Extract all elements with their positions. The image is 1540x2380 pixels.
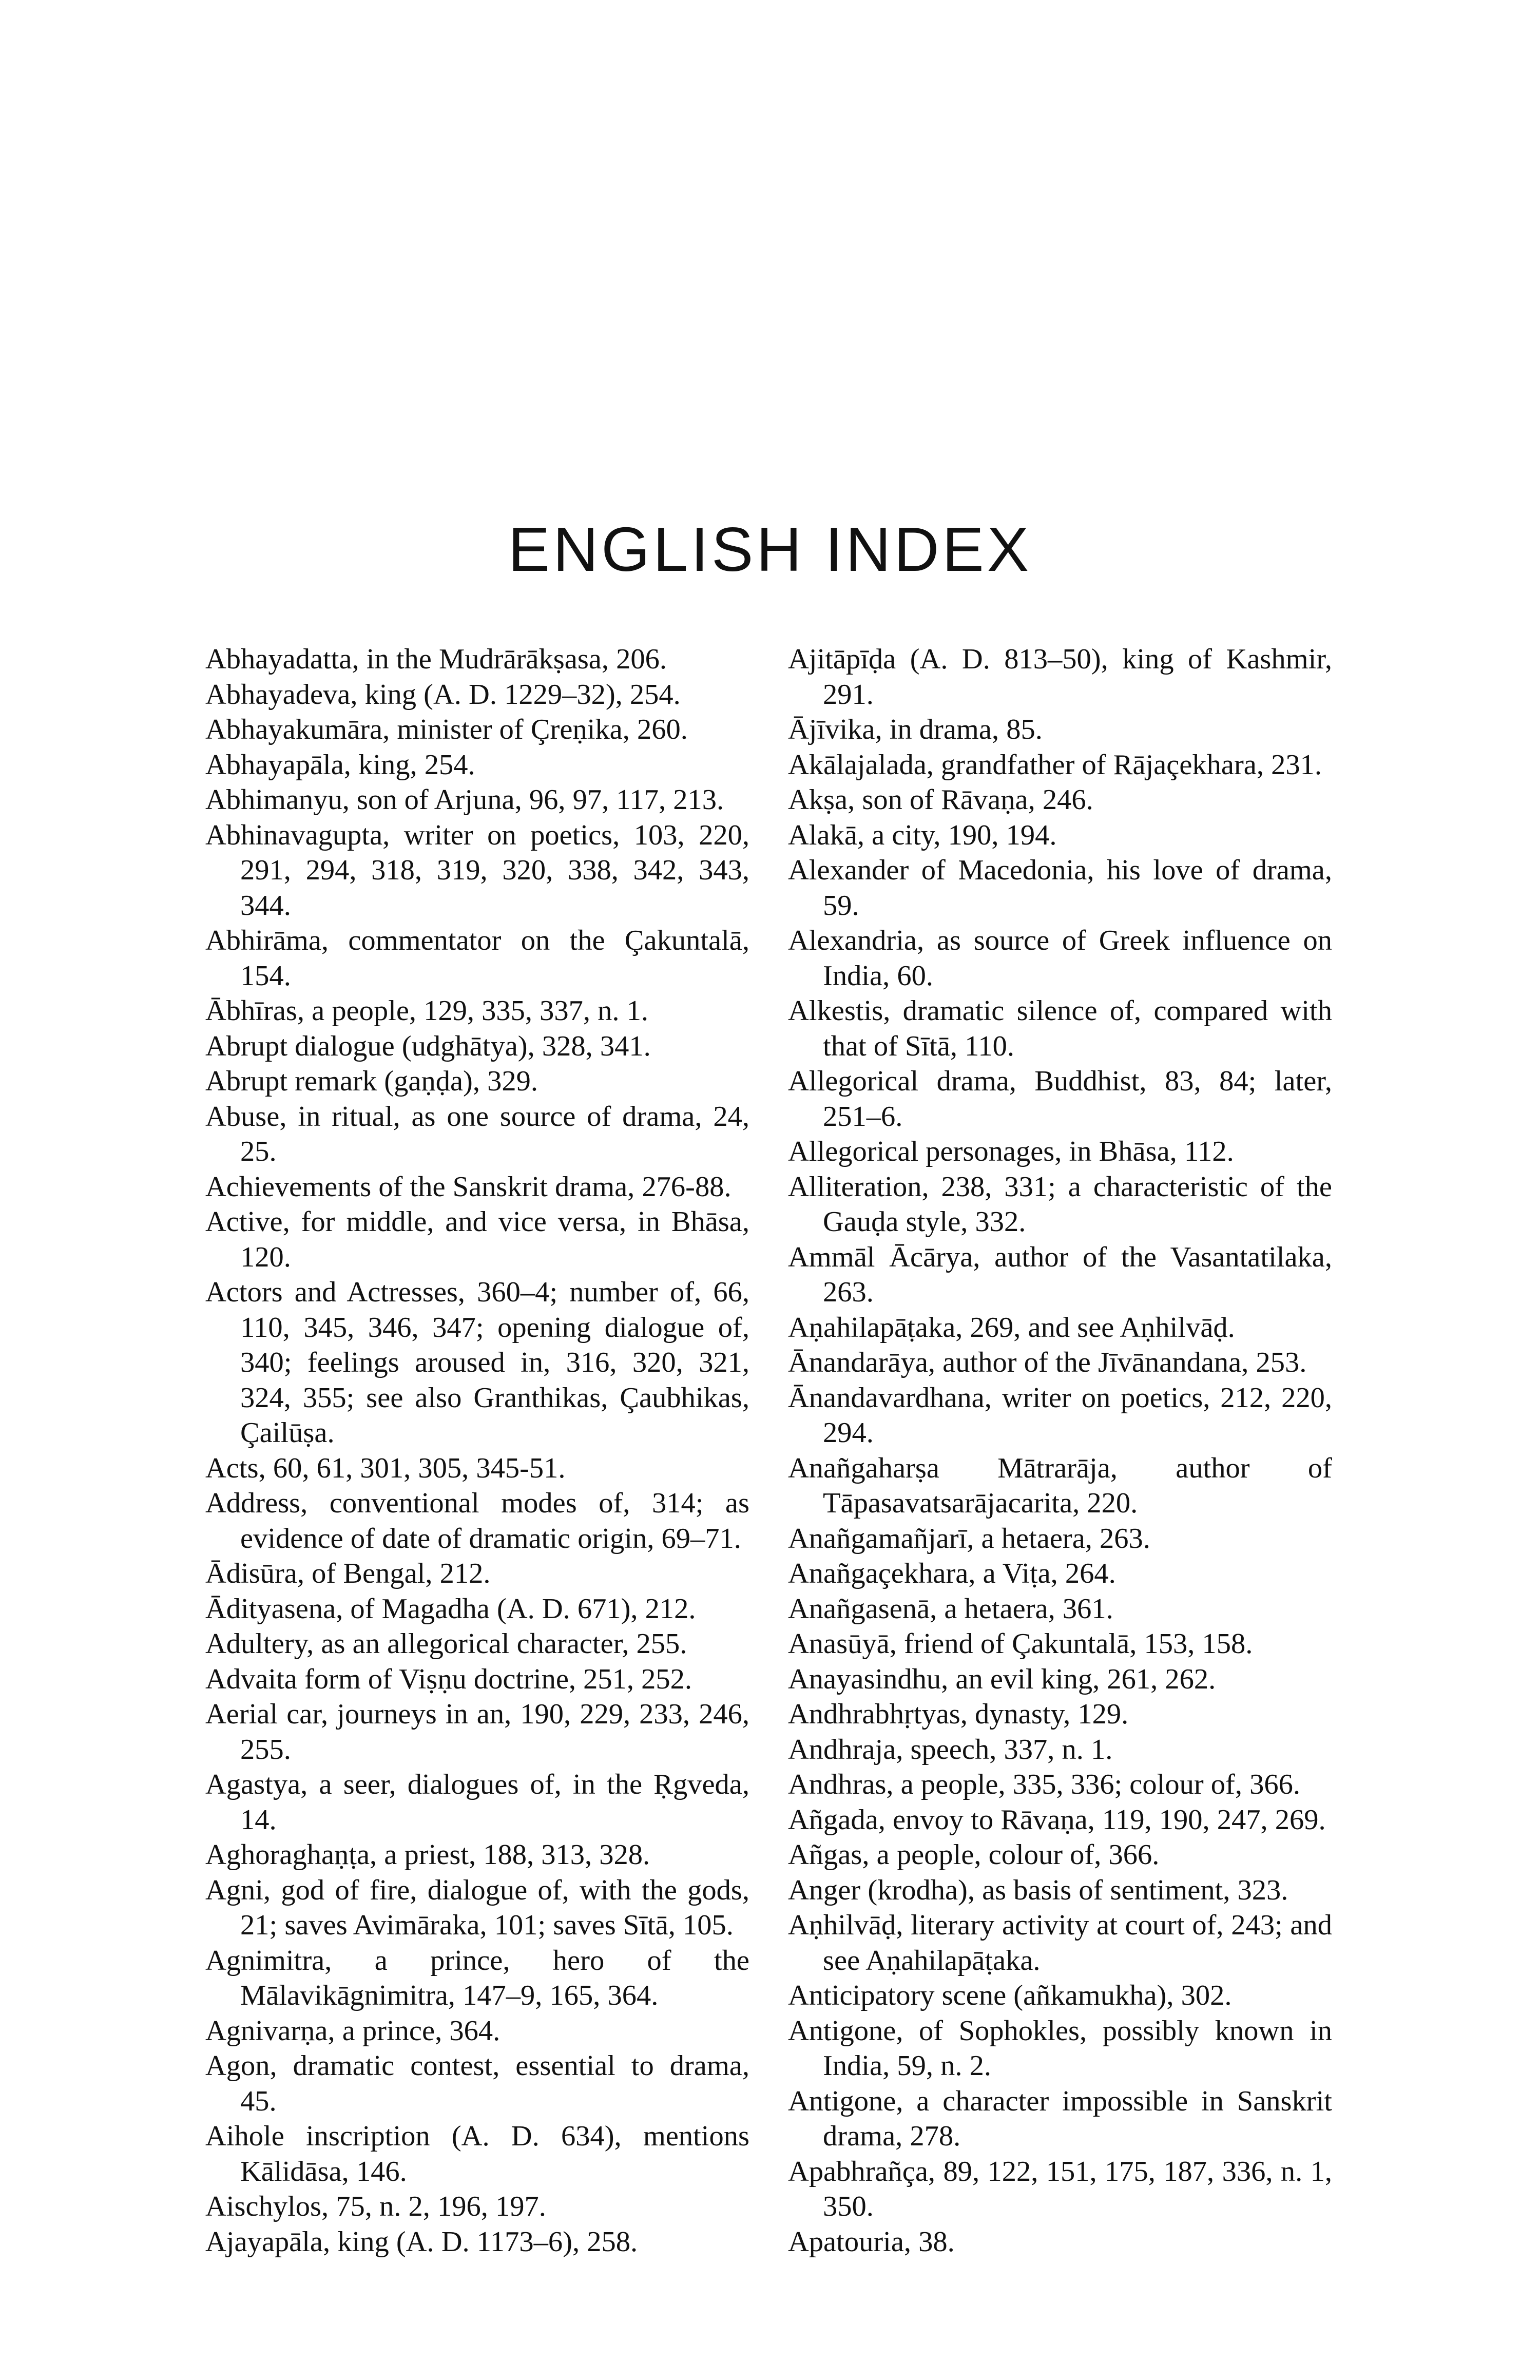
index-entry: Abhayadeva, king (A. D. 1229–32), 254. bbox=[205, 678, 681, 711]
index-entry: Ādisūra, of Bengal, 212. bbox=[205, 1558, 491, 1589]
page-title: ENGLISH INDEX bbox=[508, 514, 1032, 584]
index-entry: Añgas, a people, colour of, 366. bbox=[788, 1839, 1160, 1871]
index-entry: Anticipatory scene (añkamukha), 302. bbox=[788, 1980, 1232, 2011]
index-entry: Ānandarāya, author of the Jīvānandana, 253. bbox=[788, 1347, 1307, 1378]
index-entry: Apabhrañça, 89, 122, 151, 175, 187, 336, n. 1, 350. bbox=[788, 2155, 1332, 2222]
index-column-left bbox=[205, 642, 749, 2259]
index-entry: Abuse, in ritual, as one source of drama, 24, 25. bbox=[205, 1100, 749, 1167]
index-entry: Anañgaçekhara, a Viṭa, 264. bbox=[788, 1558, 1116, 1589]
index-entry: Antigone, of Sophokles, possibly known in India, 59, n. 2. bbox=[788, 2014, 1332, 2082]
index-entry: Abhayakumāra, minister of Çreṇika, 260. bbox=[205, 714, 688, 745]
index-entry: Ammāl Ācārya, author of the Vasantatilaka, 263. bbox=[788, 1241, 1332, 1308]
index-entry: Alexander of Macedonia, his love of drama, 59. bbox=[788, 854, 1332, 922]
index-entry: Aṇahilapāṭaka, 269, and see Aṇhilvāḍ. bbox=[788, 1311, 1235, 1343]
index-entry: Achievements of the Sanskrit drama, 276-88. bbox=[205, 1170, 732, 1203]
index-entry: Acts, 60, 61, 301, 305, 345-51. bbox=[205, 1452, 566, 1484]
index-entry: Anayasindhu, an evil king, 261, 262. bbox=[788, 1663, 1216, 1695]
index-entry: Advaita form of Viṣṇu doctrine, 251, 252. bbox=[205, 1663, 692, 1695]
index-entry: Alakā, a city, 190, 194. bbox=[788, 819, 1057, 851]
index-entry: Alkestis, dramatic silence of, compared with that of Sītā, 110. bbox=[788, 995, 1332, 1062]
index-entry: Antigone, a character impossible in Sanskrit drama, 278. bbox=[788, 2085, 1332, 2152]
index-entry: Abhayapāla, king, 254. bbox=[205, 748, 475, 781]
index-entry: Allegorical drama, Buddhist, 83, 84; later, 251–6. bbox=[788, 1065, 1332, 1133]
index-entry: Alliteration, 238, 331; a characteristic of the Gauḍa style, 332. bbox=[788, 1170, 1332, 1238]
index-entry: Anañgaharṣa Mātrarāja, author of Tāpasavatsarājacarita, 220. bbox=[788, 1452, 1332, 1519]
index-entry: Aghoraghaṇṭa, a priest, 188, 313, 328. bbox=[205, 1839, 650, 1871]
index-entry: Ājīvika, in drama, 85. bbox=[788, 714, 1043, 745]
index-entry: Apatouria, 38. bbox=[788, 2225, 955, 2258]
index-entry: Anasūyā, friend of Çakuntalā, 153, 158. bbox=[788, 1628, 1253, 1660]
index-entry: Andhras, a people, 335, 336; colour of, 366. bbox=[788, 1769, 1300, 1800]
index-entry: Abhirāma, commentator on the Çakuntalā, 154. bbox=[205, 925, 749, 992]
index-entry: Abhimanyu, son of Arjuna, 96, 97, 117, 213. bbox=[205, 784, 724, 816]
index-entry: Añgada, envoy to Rāvaṇa, 119, 190, 247, 269. bbox=[788, 1803, 1326, 1836]
index-entry: Allegorical personages, in Bhāsa, 112. bbox=[788, 1136, 1234, 1167]
index-column-right bbox=[788, 642, 1332, 2259]
index-entry: Address, conventional modes of, 314; as evidence of date of dramatic origin, 69–71. bbox=[205, 1487, 749, 1554]
index-entry: Agastya, a seer, dialogues of, in the Ṛgveda, 14. bbox=[205, 1769, 749, 1836]
index-entry: Abhayadatta, in the Mudrārākṣasa, 206. bbox=[205, 643, 667, 675]
index-entry: Active, for middle, and vice versa, in Bhāsa, 120. bbox=[205, 1206, 749, 1273]
index-entry: Adultery, as an allegorical character, 255. bbox=[205, 1628, 687, 1660]
index-entry: Agnivarṇa, a prince, 364. bbox=[205, 2014, 500, 2047]
index-entry: Ānandavardhana, writer on poetics, 212, 220, 294. bbox=[788, 1381, 1332, 1449]
index-entry: Akālajalada, grandfather of Rājaçekhara, 231. bbox=[788, 748, 1322, 781]
index-entry: Anañgasenā, a hetaera, 361. bbox=[788, 1592, 1113, 1625]
index-entry: Ādityasena, of Magadha (A. D. 671), 212. bbox=[205, 1592, 696, 1625]
index-entry: Abhinavagupta, writer on poetics, 103, 220, 291, 294, 318, 319, 320, 338, 342, 343, 344. bbox=[205, 819, 749, 922]
index-entry: Andhraja, speech, 337, n. 1. bbox=[788, 1733, 1113, 1765]
index-entry: Actors and Actresses, 360–4; number of, 66, 110, 345, 346, 347; opening dialogue of, 340; feelings aroused in, 316, 320, 321, 324, 355; see also Granthikas, Çaubhikas, Çailūṣa. bbox=[205, 1276, 749, 1449]
index-entry: Aihole inscription (A. D. 634), mentions Kālidāsa, 146. bbox=[205, 2120, 749, 2187]
index-entry: Abrupt dialogue (udghātya), 328, 341. bbox=[205, 1030, 651, 1062]
index-entry: Ajitāpīḍa (A. D. 813–50), king of Kashmir, 291. bbox=[788, 643, 1332, 711]
index-entry: Ābhīras, a people, 129, 335, 337, n. 1. bbox=[205, 995, 649, 1027]
index-entry: Aischylos, 75, n. 2, 196, 197. bbox=[205, 2191, 546, 2222]
index-entry: Andhrabhṛtyas, dynasty, 129. bbox=[788, 1698, 1129, 1730]
index-entry: Alexandria, as source of Greek influence on India, 60. bbox=[788, 925, 1332, 992]
index-entry: Anger (krodha), as basis of sentiment, 323. bbox=[788, 1874, 1288, 1906]
index-entry: Anañgamañjarī, a hetaera, 263. bbox=[788, 1522, 1150, 1554]
index-entry: Abrupt remark (gaṇḍa), 329. bbox=[205, 1065, 538, 1097]
index-entry: Akṣa, son of Rāvaṇa, 246. bbox=[788, 784, 1093, 816]
index-entry: Aṇhilvāḍ, literary activity at court of, 243; and see Aṇahilapāṭaka. bbox=[788, 1909, 1332, 1976]
index-entry: Ajayapāla, king (A. D. 1173–6), 258. bbox=[205, 2225, 638, 2258]
index-entry: Agni, god of fire, dialogue of, with the gods, 21; saves Avimāraka, 101; saves Sītā, 105. bbox=[205, 1874, 749, 1941]
index-entry: Aerial car, journeys in an, 190, 229, 233, 246, 255. bbox=[205, 1698, 749, 1765]
index-entry: Agon, dramatic contest, essential to drama, 45. bbox=[205, 2050, 749, 2117]
index-entry: Agnimitra, a prince, hero of the Mālavikāgnimitra, 147–9, 165, 364. bbox=[205, 1944, 749, 2011]
